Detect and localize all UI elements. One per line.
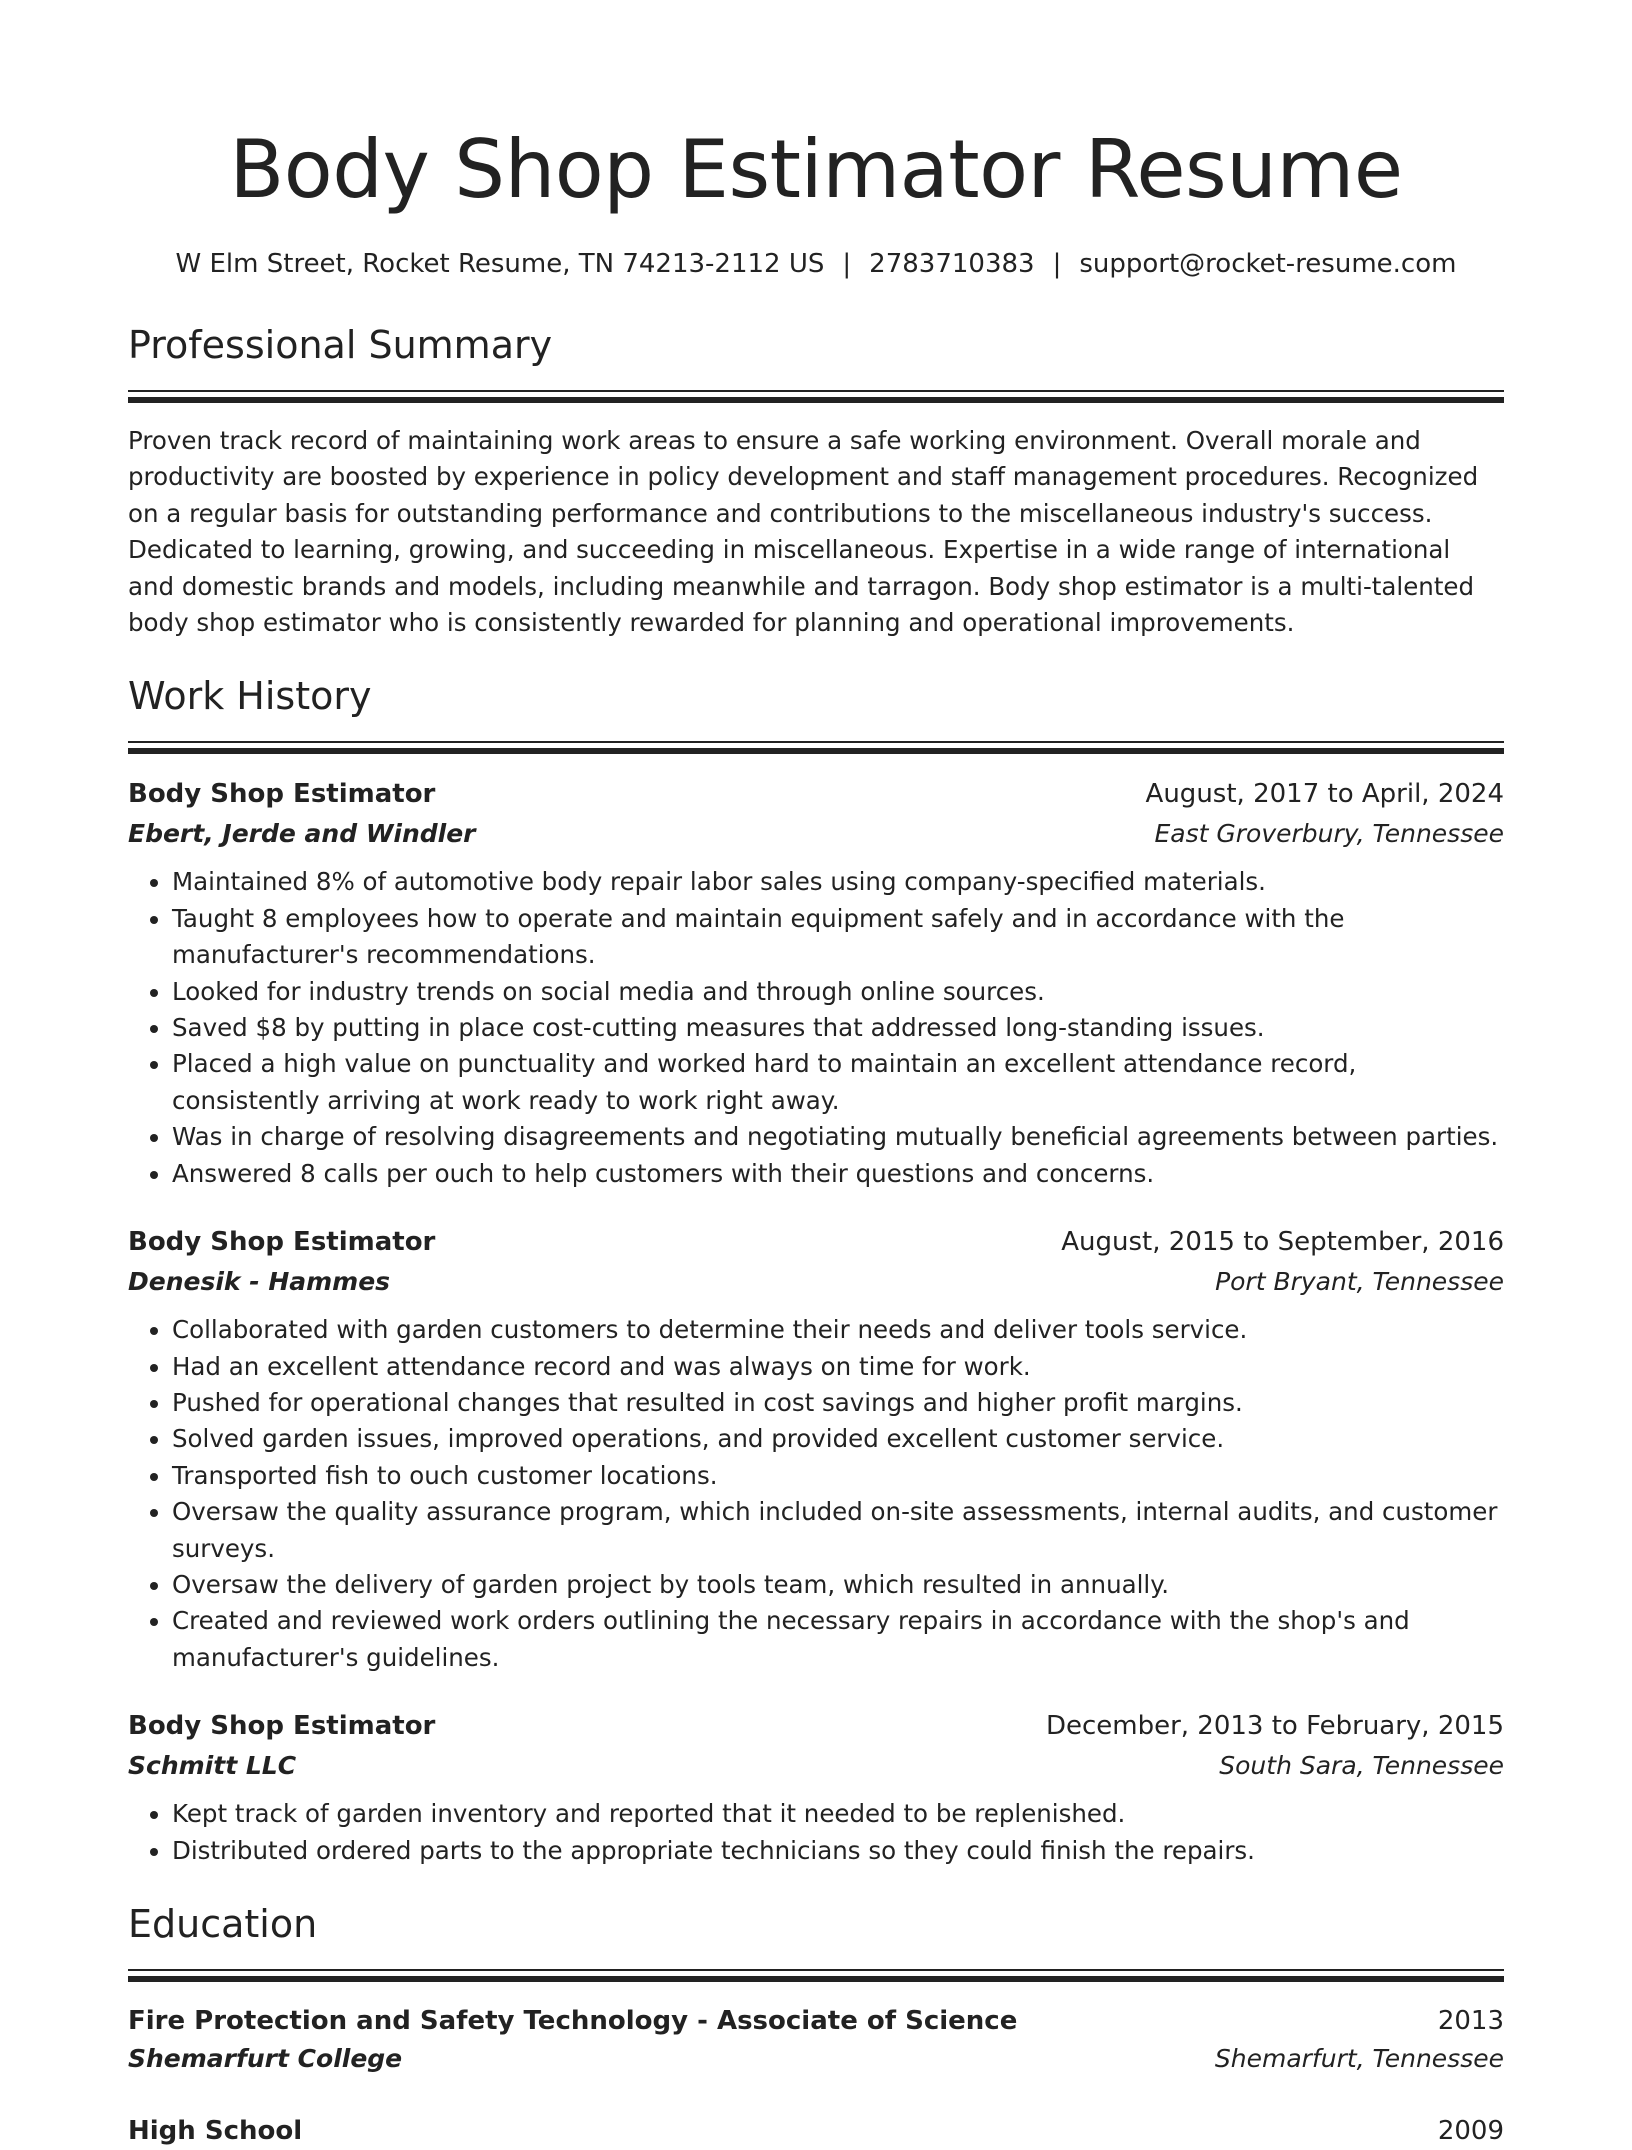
work-section — [128, 671, 1504, 1869]
job-dates: December, 2013 to February, 2015 — [1045, 1711, 1504, 1742]
job-location: East Groverbury, Tennessee — [1154, 819, 1504, 849]
job-title: Body Shop Estimator — [128, 779, 436, 810]
list-item: • Placed a high value on punctuality and worked hard to maintain an excellent attendance record, consistently arriving at work ready to work right away. — [172, 1046, 1504, 1119]
contact-separator: | — [1052, 249, 1062, 279]
summary-section — [128, 320, 1504, 641]
job-company: Schmitt LLC — [128, 1751, 297, 1781]
job-company: Ebert, Jerde and Windler — [128, 819, 476, 849]
contact-separator: | — [842, 249, 852, 279]
education-location: Shemarfurt, Tennessee — [1214, 2043, 1504, 2073]
education-year: 2009 — [1437, 2115, 1504, 2146]
education-degree: High School — [128, 2115, 303, 2146]
education-heading: Education — [128, 1901, 318, 1946]
education-section — [128, 1899, 1504, 2150]
list-item: • Maintained 8% of automotive body repair labor sales using company-specified materials. — [172, 864, 1504, 900]
education-degree: Fire Protection and Safety Technology - Associate of Science — [128, 2005, 1018, 2036]
job-entry — [128, 1706, 1504, 1869]
list-item: • Oversaw the quality assurance program, which included on-site assessments, internal audits, and customer surveys. — [172, 1494, 1504, 1567]
job-bullets — [128, 1796, 1504, 1869]
section-divider — [128, 1969, 1504, 1982]
list-item: • Was in charge of resolving disagreements and negotiating mutually beneficial agreements between parties. — [172, 1119, 1504, 1155]
job-title: Body Shop Estimator — [128, 1711, 436, 1742]
job-header — [128, 1706, 1504, 1746]
work-heading: Work History — [128, 674, 372, 719]
list-item: • Taught 8 employees how to operate and maintain equipment safely and in accordance with the manufacturer's recommendations. — [172, 901, 1504, 974]
job-title: Body Shop Estimator — [128, 1227, 436, 1258]
job-subheader — [128, 814, 1504, 854]
education-header — [128, 2002, 1504, 2040]
job-header — [128, 1222, 1504, 1262]
education-header — [128, 2112, 1504, 2150]
list-item: • Saved $8 by putting in place cost-cutting measures that addressed long-standing issues. — [172, 1010, 1504, 1046]
list-item: • Distributed ordered parts to the appropriate technicians so they could finish the repairs. — [172, 1833, 1504, 1869]
education-subheader — [128, 2040, 1504, 2078]
summary-text: Proven track record of maintaining work areas to ensure a safe working environment. Overall morale and productivity are boosted by experience in policy development and staff management procedures. Recognized on a regular basis for outstanding performance and contributions to the miscellaneous industry's success. Dedicated to learning, growing, and succeeding in miscellaneous. Expertise in a wide range of international and domestic brands and models, including meanwhile and tarragon. Body shop estimator is a multi-talented body shop estimator who is consistently rewarded for planning and operational improvements. — [128, 426, 1479, 638]
education-year: 2013 — [1437, 2005, 1504, 2036]
job-header — [128, 774, 1504, 814]
list-item: • Kept track of garden inventory and reported that it needed to be replenished. — [172, 1796, 1504, 1832]
list-item: • Pushed for operational changes that resulted in cost savings and higher profit margins. — [172, 1385, 1504, 1421]
list-item: • Solved garden issues, improved operations, and provided excellent customer service. — [172, 1421, 1504, 1457]
list-item: • Answered 8 calls per ouch to help customers with their questions and concerns. — [172, 1156, 1504, 1192]
list-item: • Had an excellent attendance record and was always on time for work. — [172, 1349, 1504, 1385]
job-dates: August, 2017 to April, 2024 — [1145, 779, 1504, 810]
education-school: Shemarfurt College — [128, 2043, 403, 2073]
contact-phone: 2783710383 — [869, 249, 1035, 279]
list-item: • Transported fish to ouch customer locations. — [172, 1458, 1504, 1494]
summary-heading: Professional Summary — [128, 323, 553, 367]
section-divider — [128, 741, 1504, 754]
education-entry — [128, 2002, 1504, 2078]
job-location: South Sara, Tennessee — [1219, 1751, 1504, 1781]
contact-line — [128, 246, 1504, 282]
job-entry — [128, 774, 1504, 1192]
list-item: • Oversaw the delivery of garden project by tools team, which resulted in annually. — [172, 1567, 1504, 1603]
list-item: • Created and reviewed work orders outlining the necessary repairs in accordance with the shop's and manufacturer's guidelines. — [172, 1603, 1504, 1676]
job-subheader — [128, 1262, 1504, 1302]
job-entry — [128, 1222, 1504, 1676]
job-company: Denesik - Hammes — [128, 1267, 391, 1297]
job-bullets — [128, 1312, 1504, 1676]
page-title: Body Shop Estimator Resume — [229, 123, 1403, 216]
job-dates: August, 2015 to September, 2016 — [1061, 1227, 1504, 1258]
job-location: Port Bryant, Tennessee — [1215, 1267, 1504, 1297]
list-item: • Collaborated with garden customers to determine their needs and deliver tools service. — [172, 1312, 1504, 1348]
education-entry — [128, 2112, 1504, 2150]
contact-email: support@rocket-resume.com — [1079, 249, 1457, 279]
section-divider — [128, 390, 1504, 403]
job-subheader — [128, 1746, 1504, 1786]
job-bullets — [128, 864, 1504, 1192]
list-item: • Looked for industry trends on social media and through online sources. — [172, 974, 1504, 1010]
contact-address: W Elm Street, Rocket Resume, TN 74213-2112 US — [175, 249, 825, 279]
